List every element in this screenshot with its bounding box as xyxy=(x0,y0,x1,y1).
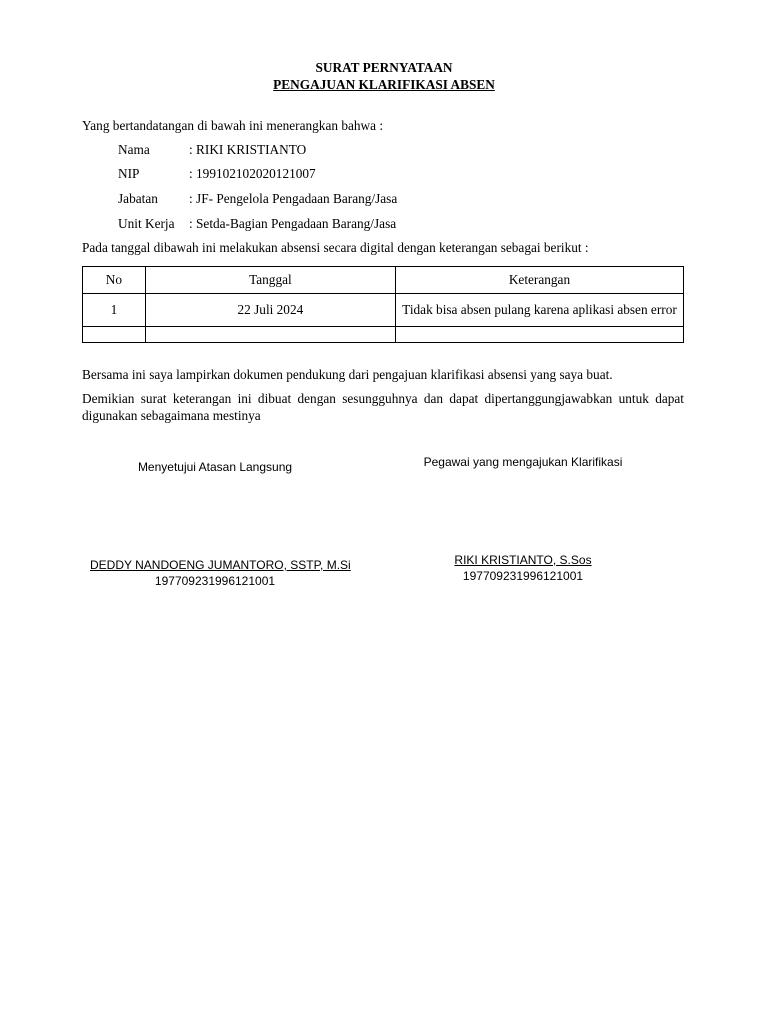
table-cell xyxy=(83,327,146,343)
table-header-cell: Keterangan xyxy=(395,267,683,294)
field-label: Unit Kerja xyxy=(118,216,175,231)
table-cell: 1 xyxy=(83,294,146,327)
table-cell: Tidak bisa absen pulang karena aplikasi absen error xyxy=(395,294,683,327)
table-cell: 22 Juli 2024 xyxy=(145,294,395,327)
attachment-paragraph: Bersama ini saya lampirkan dokumen pendukung dari pengajuan klarifikasi absensi yang saya buat. xyxy=(82,367,613,382)
signatory-nip: 197709231996121001 xyxy=(154,574,276,588)
document-subtitle: PENGAJUAN KLARIFIKASI ABSEN xyxy=(273,77,495,92)
table-header-cell: No xyxy=(83,267,146,294)
signatory-name: RIKI KRISTIANTO, S.Sos xyxy=(454,553,592,567)
field-value: : RIKI KRISTIANTO xyxy=(189,142,307,157)
intro-text: Yang bertandatangan di bawah ini menerangkan bahwa : xyxy=(82,118,384,133)
document-title: SURAT PERNYATAAN xyxy=(315,60,453,75)
table-row xyxy=(83,294,684,327)
table-header-row xyxy=(83,267,684,294)
field-label: Nama xyxy=(118,142,150,157)
signature-caption: Pegawai yang mengajukan Klarifikasi xyxy=(423,455,623,469)
signatory-nip: 197709231996121001 xyxy=(462,569,584,583)
field-label: Jabatan xyxy=(118,191,158,206)
field-value: : 199102102020121007 xyxy=(189,166,316,181)
table-cell xyxy=(145,327,395,343)
statement-text: Pada tanggal dibawah ini melakukan absensi secara digital dengan keterangan sebagai berikut : xyxy=(82,240,589,255)
signature-caption: Menyetujui Atasan Langsung xyxy=(137,460,293,474)
field-value: : Setda-Bagian Pengadaan Barang/Jasa xyxy=(189,216,397,231)
attendance-table xyxy=(82,266,684,343)
table-header-cell: Tanggal xyxy=(145,267,395,294)
field-label: NIP xyxy=(118,166,140,181)
table-cell xyxy=(395,327,683,343)
signatory-name: DEDDY NANDOENG JUMANTORO, SSTP, M.Si xyxy=(90,558,351,572)
field-value: : JF- Pengelola Pengadaan Barang/Jasa xyxy=(189,191,398,206)
closing-paragraph: Demikian surat keterangan ini dibuat dengan sesungguhnya dan dapat dipertanggungjawabkan untuk dapat digunakan sebagaimana mestinya xyxy=(82,391,684,423)
table-row xyxy=(83,327,684,343)
